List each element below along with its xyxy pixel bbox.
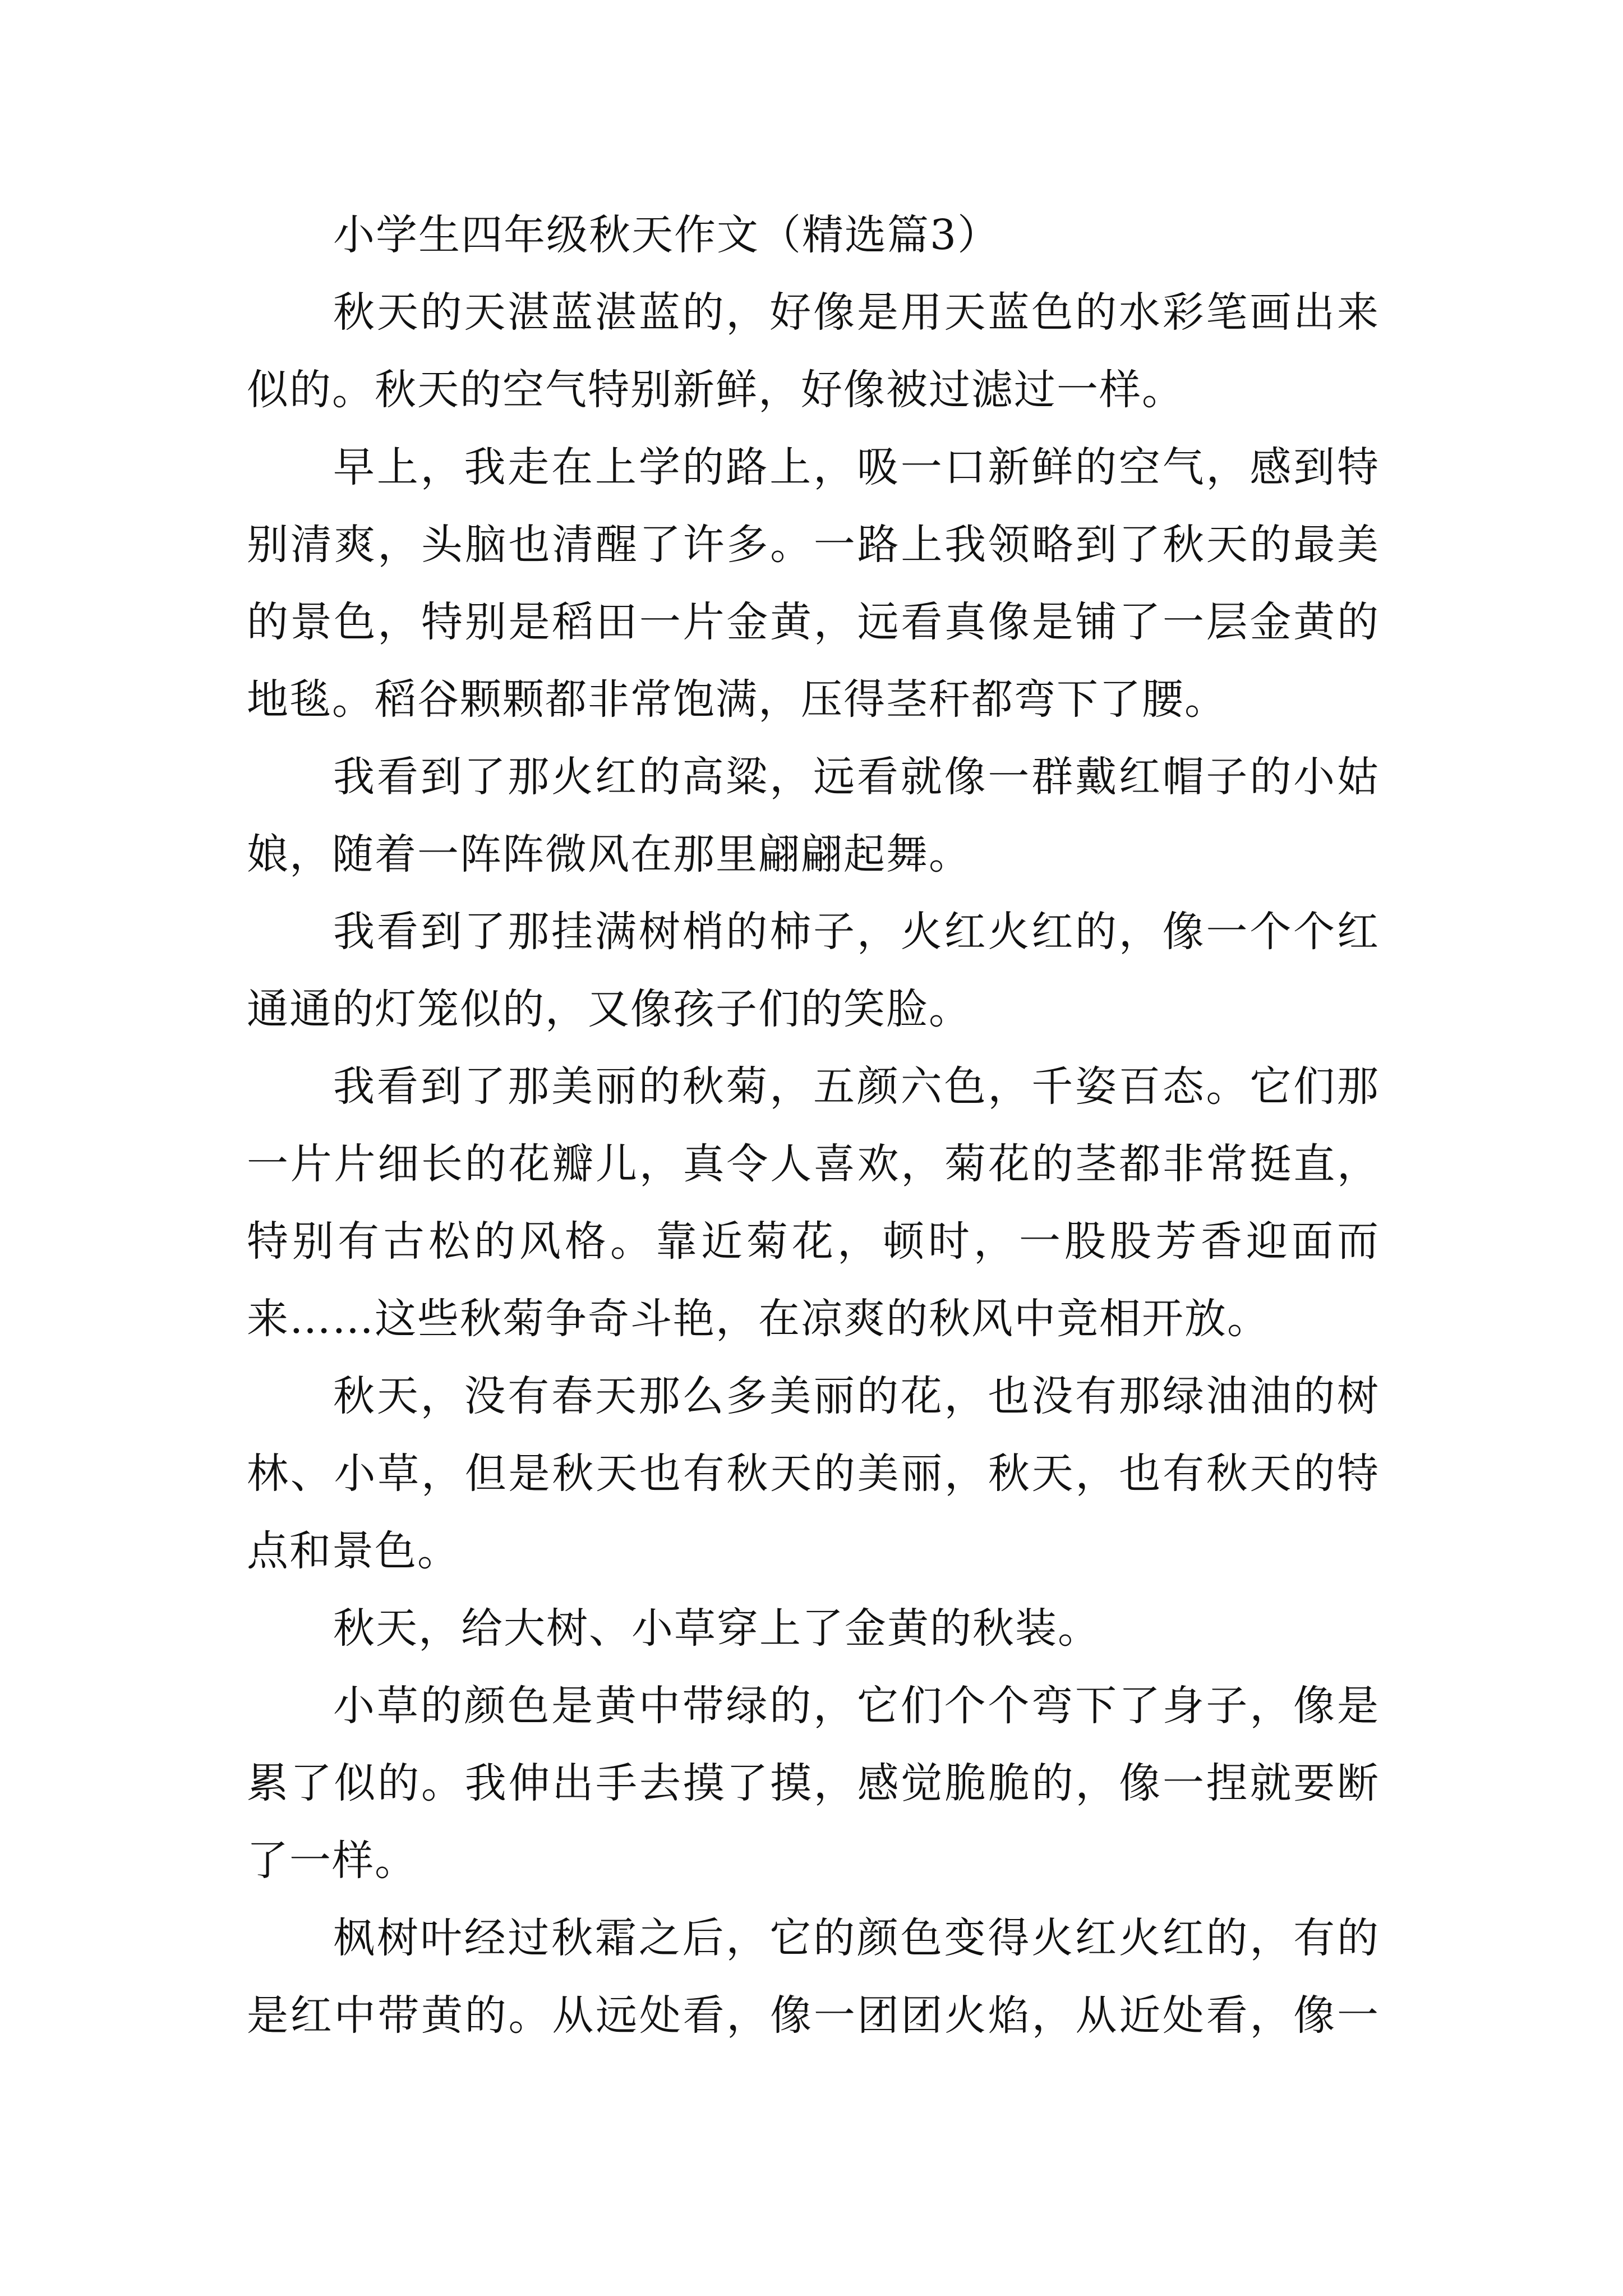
text-line: 的景色，特别是稻田一片金黄，远看真像是铺了一层金黄的 [247,598,1380,646]
text-line: 我看到了那挂满树梢的柿子，火红火红的，像一个个红 [333,908,1380,956]
paragraph [247,274,1380,429]
essay-body [247,196,1380,2054]
text-line: 来……这些秋菊争奇斗艳，在凉爽的秋风中竞相开放。 [247,1295,1270,1343]
text-line: 秋天，给大树、小草穿上了金黄的秋装。 [333,1604,1100,1653]
paragraph [247,1358,1380,1590]
paragraph [247,1590,1380,1667]
text-line: 是红中带黄的。从远处看，像一团团火焰，从近处看，像一 [247,1991,1380,2040]
text-line: 累了似的。我伸出手去摸了摸，感觉脆脆的，像一捏就要断 [247,1759,1380,1807]
text-line: 秋天，没有春天那么多美丽的花，也没有那绿油油的树 [333,1372,1380,1420]
paragraph [247,1048,1380,1358]
text-line: 小草的颜色是黄中带绿的，它们个个弯下了身子，像是 [333,1682,1380,1730]
paragraph [247,1899,1380,2054]
text-line: 别清爽，头脑也清醒了许多。一路上我领略到了秋天的最美 [247,521,1380,569]
text-line: 地毯。稻谷颗颗都非常饱满，压得茎秆都弯下了腰。 [247,675,1227,724]
text-line: 似的。秋天的空气特别新鲜，好像被过滤过一样。 [247,366,1184,414]
text-line: 通通的灯笼似的，又像孩子们的笑脸。 [247,985,971,1033]
text-line: 秋天的天湛蓝湛蓝的，好像是用天蓝色的水彩笔画出来 [333,288,1380,337]
paragraph [247,738,1380,893]
text-line: 特别有古松的风格。靠近菊花，顿时，一股股芳香迎面而 [247,1217,1380,1266]
text-line: 娘，随着一阵阵微风在那里翩翩起舞。 [247,830,971,878]
text-line: 我看到了那美丽的秋菊，五颜六色，千姿百态。它们那 [333,1062,1380,1111]
text-line: 早上，我走在上学的路上，吸一口新鲜的空气，感到特 [333,443,1380,491]
paragraph [247,893,1380,1048]
text-line: 林、小草，但是秋天也有秋天的美丽，秋天，也有秋天的特 [247,1450,1380,1498]
paragraph [247,1667,1380,1899]
paragraph [247,429,1380,738]
text-line: 一片片细长的花瓣儿，真令人喜欢，菊花的茎都非常挺直， [247,1140,1380,1188]
text-line: 点和景色。 [247,1527,460,1575]
text-line: 了一样。 [247,1837,417,1885]
text-line: 我看到了那火红的高粱，远看就像一群戴红帽子的小姑 [333,753,1380,801]
essay-title: 小学生四年级秋天作文（精选篇3） [333,211,1000,259]
text-line: 枫树叶经过秋霜之后，它的颜色变得火红火红的，有的 [333,1914,1380,1962]
